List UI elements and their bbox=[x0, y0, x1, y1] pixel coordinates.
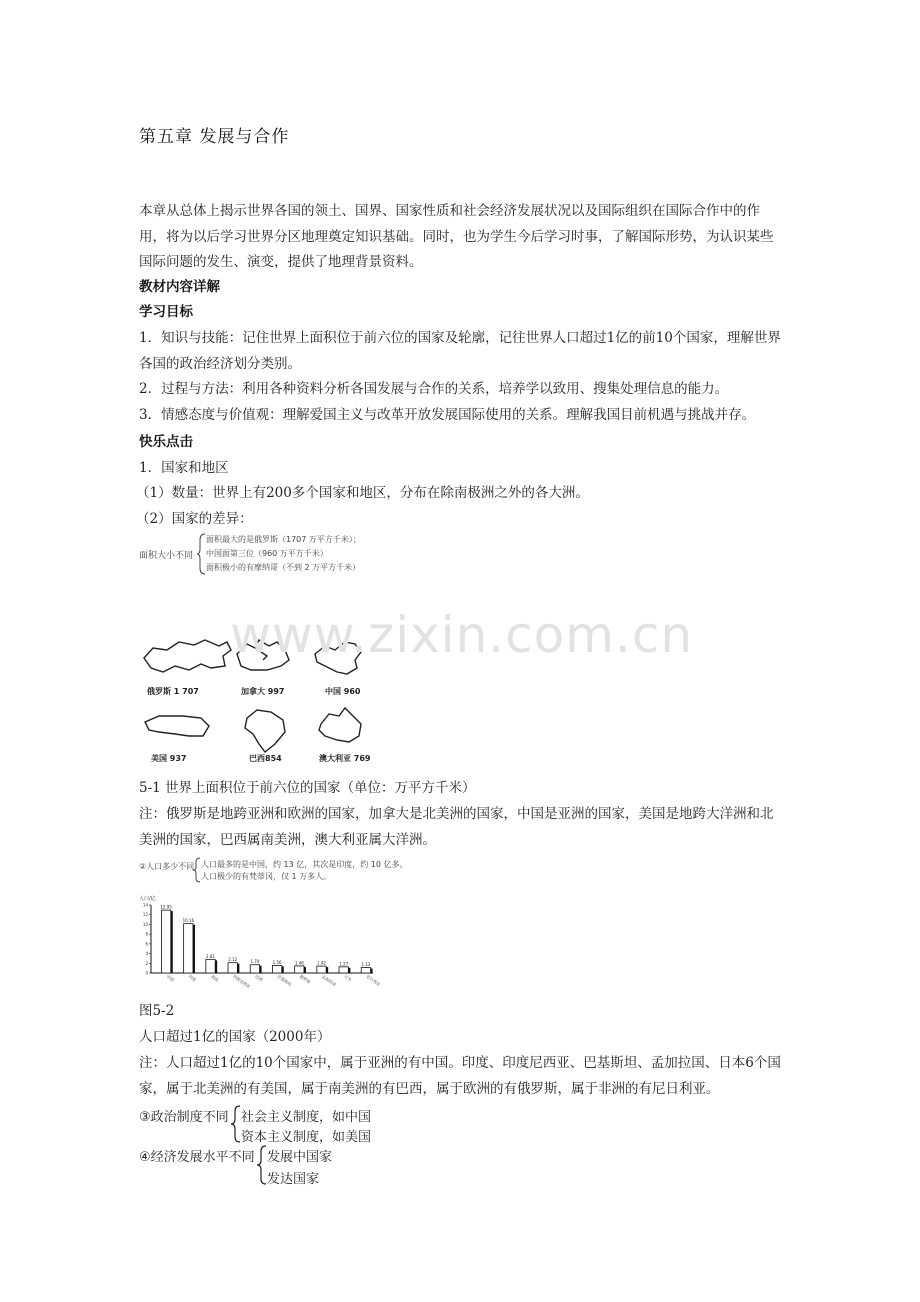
bar-value-label: 1.56 bbox=[272, 959, 282, 965]
bar-value-label: 1.46 bbox=[294, 960, 304, 966]
population-brace-item: 人口最多的是中国，约 13 亿，其次是印度，约 10 亿多。 bbox=[201, 860, 408, 869]
x-tick-label: 日本 bbox=[343, 973, 353, 983]
intro-paragraph: 本章从总体上揭示世界各国的领土、国界、国家性质和社会经济发展状况以及国际组织在国际合作中的作用，将为以后学习世界分区地理奠定知识基础。同时，也为学生今后学习时事，了解国际形势，为认识某些国际问题的发生、演变，提供了地理背景资料。 bbox=[139, 203, 774, 270]
area-brace-item: 中国面第三位（960 万平方千米） bbox=[206, 549, 328, 558]
chart-svg bbox=[139, 893, 382, 990]
x-tick-label: 俄罗斯 bbox=[298, 973, 312, 985]
bar bbox=[272, 965, 281, 973]
figure-1-caption: 5-1 世界上面积位于前六位的国家（单位：万平方千米） bbox=[139, 780, 476, 796]
bar-value-label: 1.70 bbox=[250, 959, 260, 965]
bar-value-label: 10.16 bbox=[182, 918, 195, 924]
x-tick-label: 中国 bbox=[165, 973, 175, 983]
bar-value-label: 2.81 bbox=[206, 953, 215, 959]
area-brace-label: 面积大小不同 bbox=[139, 551, 194, 561]
bar bbox=[228, 963, 237, 973]
usa-outline-icon bbox=[145, 716, 209, 736]
economy-brace-label: ④经济发展水平不同 bbox=[139, 1150, 255, 1165]
heading-click: 快乐点击 bbox=[139, 434, 193, 450]
x-tick-label: 美国 bbox=[209, 973, 220, 983]
y-tick-label: 0 bbox=[145, 970, 148, 976]
brace-icon bbox=[193, 857, 201, 883]
bar-value-label: 1.42 bbox=[317, 960, 326, 966]
goal-2: 2．过程与方法：利用各种资料分析各国发展与合作的关系，培养学以致用、搜集处理信息的能力。 bbox=[139, 381, 729, 397]
politics-brace-item: 资本主义制度，如美国 bbox=[241, 1130, 372, 1145]
bar bbox=[250, 965, 259, 973]
economy-brace-diagram bbox=[139, 1144, 379, 1186]
politics-brace-diagram bbox=[139, 1104, 379, 1144]
y-tick-label: 6 bbox=[145, 941, 148, 947]
politics-brace-label: ③政治制度不同 bbox=[139, 1110, 229, 1125]
section-1-1: （1）数量：世界上有200多个国家和地区，分布在除南极洲之外的各大洲。 bbox=[136, 485, 589, 501]
x-tick-label: 孟加拉国 bbox=[320, 973, 337, 987]
x-tick-label: 印度尼西亚 bbox=[232, 973, 252, 990]
watermark: www.zixin.com.cn bbox=[230, 606, 694, 664]
x-tick-label: 巴西 bbox=[254, 973, 264, 983]
bar bbox=[184, 924, 193, 973]
politics-brace-item: 社会主义制度，如中国 bbox=[241, 1110, 372, 1125]
bar-value-label: 1.27 bbox=[339, 961, 349, 967]
note-2: 注：人口超过1亿的10个国家中，属于亚洲的有中国。印度、印度尼西亚、巴基斯坦、孟加拉国、日本6个国家，属于北美洲的有美国，属于南美洲的有巴西，属于欧洲的有俄罗斯，属于非洲的有尼日利亚。 bbox=[139, 1055, 781, 1097]
figure-2-caption: 人口超过1亿的国家（2000年） bbox=[139, 1029, 331, 1045]
map-label: 中国 960 bbox=[325, 687, 361, 696]
x-tick-label: 尼日利亚 bbox=[365, 973, 382, 987]
bar bbox=[295, 966, 304, 973]
x-tick-label: 巴基斯坦 bbox=[276, 973, 293, 987]
area-brace-item: 面积极小的有摩纳哥（不到 2 万平方千米） bbox=[206, 563, 361, 572]
bar-value-label: 12.95 bbox=[160, 904, 172, 910]
y-tick-label: 8 bbox=[145, 931, 148, 937]
goal-1: 1．知识与技能：记住世界上面积位于前六位的国家及轮廓，记往世界人口超过1亿的前10个国家，理解世界各国的政治经济划分类别。 bbox=[139, 330, 781, 372]
economy-brace-item: 发展中国家 bbox=[267, 1150, 333, 1165]
bar bbox=[206, 959, 215, 973]
population-brace-label: ②人口多少不同 bbox=[139, 862, 195, 871]
y-tick-label: 10 bbox=[142, 921, 148, 927]
y-axis-label: 人口/亿 bbox=[139, 896, 156, 902]
bar bbox=[361, 968, 370, 973]
brace-icon bbox=[231, 1104, 241, 1144]
note-1: 注：俄罗斯是地跨亚洲和欧洲的国家，加拿大是北美洲的国家，中国是亚洲的国家，美国是地跨大洋洲和北美洲的国家，巴西属南美洲，澳大利亚属大洋洲。 bbox=[139, 806, 774, 848]
bar bbox=[161, 910, 170, 973]
russia-outline-icon bbox=[144, 640, 231, 672]
y-tick-label: 2 bbox=[145, 960, 148, 966]
population-bar-chart bbox=[139, 893, 382, 990]
bar bbox=[339, 967, 348, 973]
map-label: 美国 937 bbox=[151, 754, 187, 763]
goal-3: 3．情感态度与价值观：理解爱国主义与改革开放发展国际使用的关系。理解我国目前机遇与挑战并存。 bbox=[139, 407, 756, 423]
australia-outline-icon bbox=[319, 708, 361, 742]
y-tick-label: 4 bbox=[145, 951, 148, 957]
heading-content: 教材内容详解 bbox=[139, 279, 220, 295]
population-brace-item: 人口极少的有梵蒂冈，仅 1 万多人。 bbox=[201, 872, 332, 881]
brazil-outline-icon bbox=[245, 710, 285, 752]
map-label: 巴西854 bbox=[249, 754, 282, 763]
economy-brace-item: 发达国家 bbox=[267, 1172, 320, 1187]
bar bbox=[317, 966, 326, 973]
section-1: 1．国家和地区 bbox=[139, 460, 229, 476]
bar-value-label: 2.12 bbox=[228, 957, 238, 963]
brace-icon bbox=[257, 1144, 267, 1186]
y-tick-label: 14 bbox=[142, 902, 148, 908]
bar-value-label: 1.13 bbox=[361, 962, 371, 968]
area-brace-diagram bbox=[139, 532, 379, 576]
chapter-title: 第五章 发展与合作 bbox=[139, 127, 290, 147]
y-tick-label: 12 bbox=[142, 912, 148, 918]
population-brace-diagram bbox=[139, 857, 408, 885]
map-label: 加拿大 997 bbox=[241, 687, 285, 696]
section-1-2: （2）国家的差异： bbox=[136, 511, 253, 527]
map-label: 俄罗斯 1 707 bbox=[147, 687, 199, 696]
map-label: 澳大利亚 769 bbox=[319, 754, 371, 763]
x-tick-label: 印度 bbox=[187, 973, 198, 983]
area-brace-item: 面积最大的是俄罗斯（1707 万平方千米）； bbox=[206, 535, 361, 544]
heading-goal: 学习目标 bbox=[139, 304, 193, 320]
figure-2-label: 图5-2 bbox=[139, 1003, 175, 1019]
